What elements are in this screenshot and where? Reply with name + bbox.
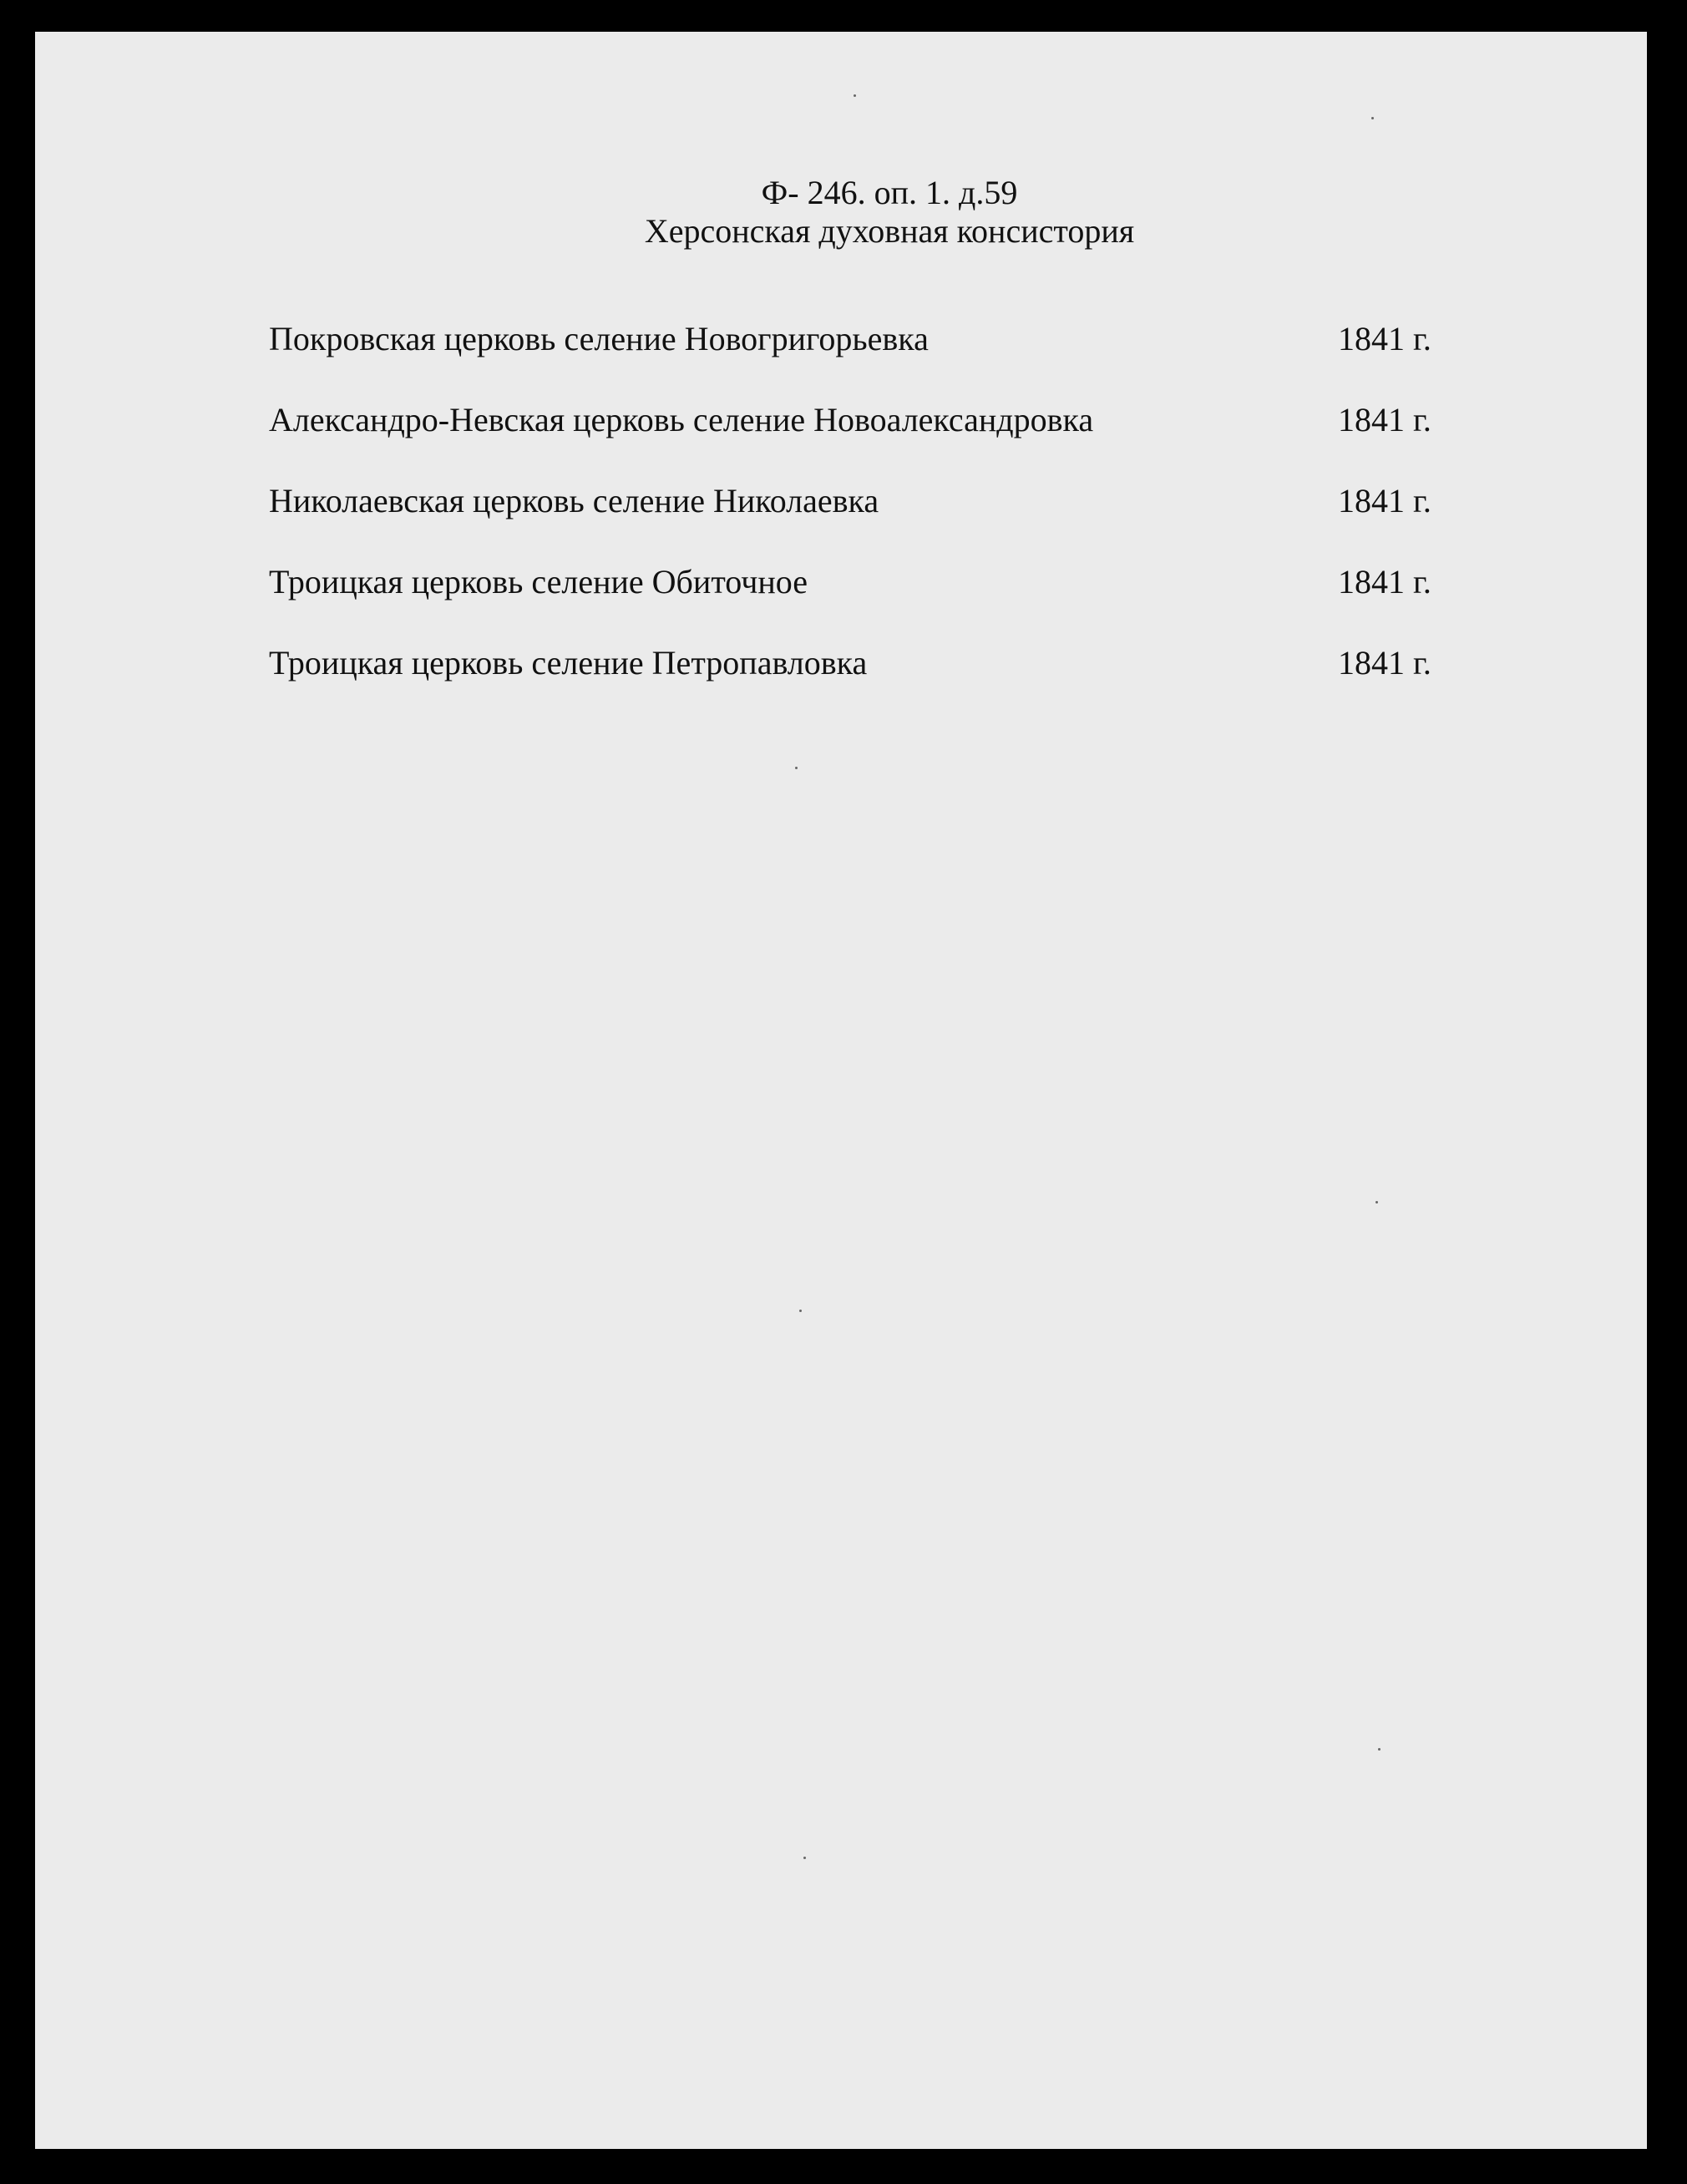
list-item xyxy=(269,644,1472,725)
church-name: Троицкая церковь селение Петропавловка xyxy=(269,644,868,682)
church-name: Александро-Невская церковь селение Новоалександровка xyxy=(269,401,1094,438)
scan-speck xyxy=(854,94,856,97)
church-year: 1841 г. xyxy=(1338,320,1431,357)
scan-speck xyxy=(799,1310,802,1312)
church-name: Троицкая церковь селение Обиточное xyxy=(269,563,808,600)
church-list xyxy=(269,320,1472,725)
scan-speck xyxy=(803,1857,806,1859)
list-item xyxy=(269,482,1472,563)
list-item xyxy=(269,563,1472,644)
document-title: Херсонская духовная консистория xyxy=(644,212,1135,250)
church-year: 1841 г. xyxy=(1338,644,1431,682)
church-name: Николаевская церковь селение Николаевка xyxy=(269,482,879,519)
church-year: 1841 г. xyxy=(1338,482,1431,519)
archive-reference: Ф- 246. оп. 1. д.59 xyxy=(761,174,1018,211)
list-item xyxy=(269,401,1472,482)
scan-speck xyxy=(1378,1748,1381,1751)
list-item xyxy=(269,320,1472,401)
church-name: Покровская церковь селение Новогригорьевка xyxy=(269,320,929,357)
scan-speck xyxy=(795,767,798,769)
document-header xyxy=(35,174,1647,251)
church-year: 1841 г. xyxy=(1338,401,1431,438)
church-year: 1841 г. xyxy=(1338,563,1431,600)
document-page xyxy=(35,32,1647,2149)
scan-speck xyxy=(1375,1201,1378,1203)
scan-speck xyxy=(1371,117,1374,119)
